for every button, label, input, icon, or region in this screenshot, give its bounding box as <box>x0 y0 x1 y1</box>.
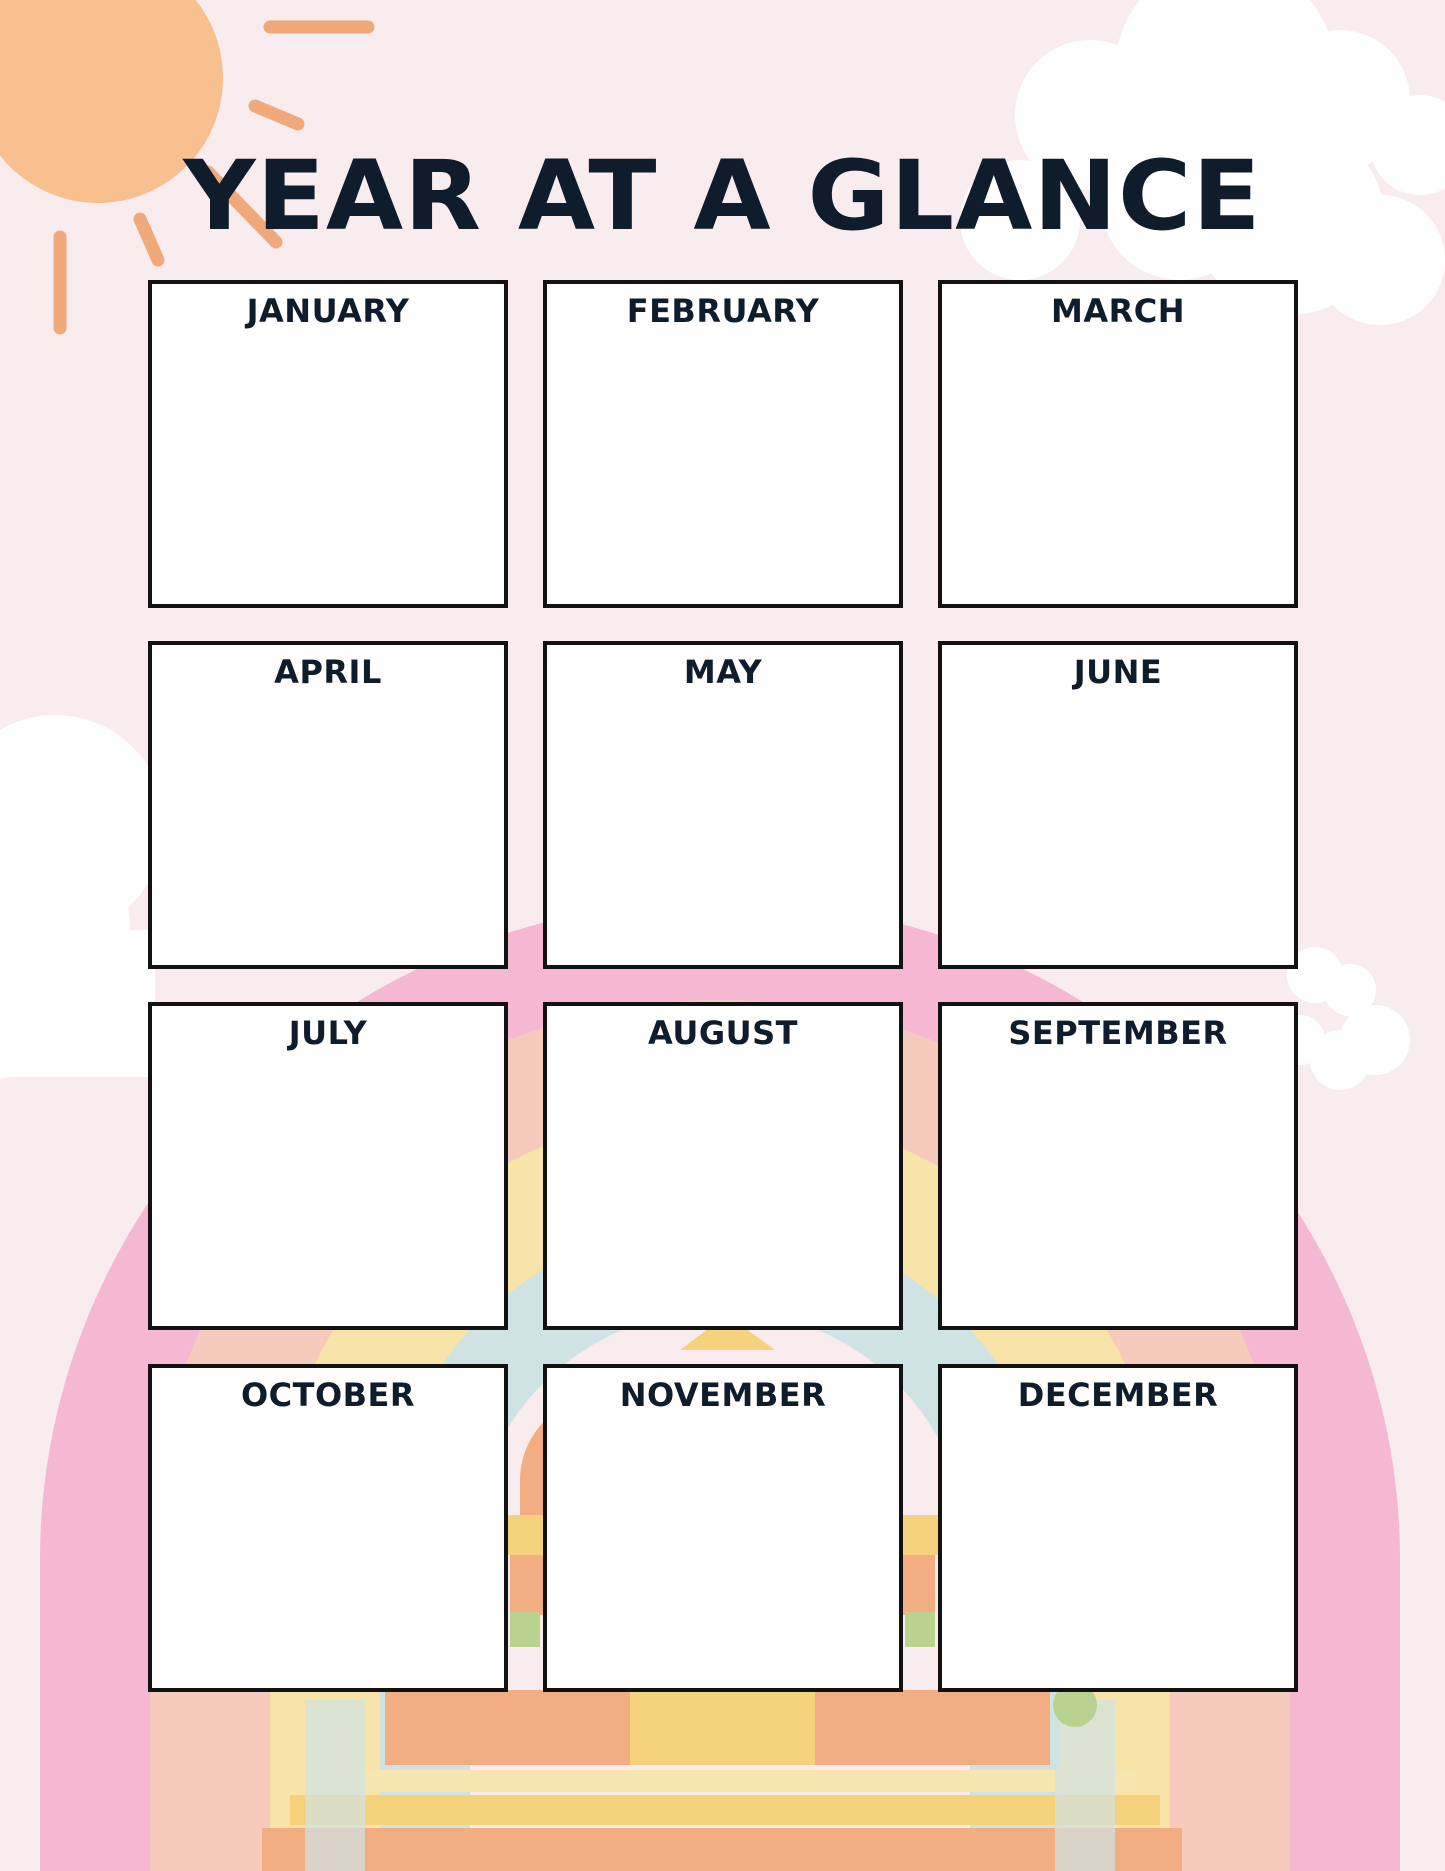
month-box-november[interactable] <box>543 1364 903 1692</box>
month-box-april[interactable] <box>148 641 508 969</box>
month-label: AUGUST <box>648 1014 798 1052</box>
month-box-january[interactable] <box>148 280 508 608</box>
month-label: FEBRUARY <box>626 292 820 330</box>
month-label: JANUARY <box>246 292 410 330</box>
month-box-may[interactable] <box>543 641 903 969</box>
month-box-december[interactable] <box>938 1364 1298 1692</box>
page-title-text: YEAR AT A GLANCE <box>183 140 1262 252</box>
month-label: JUNE <box>1073 653 1163 691</box>
month-box-september[interactable] <box>938 1002 1298 1330</box>
month-label: DECEMBER <box>1017 1376 1219 1414</box>
month-label: OCTOBER <box>240 1376 416 1414</box>
month-label: JULY <box>288 1014 368 1052</box>
month-label: MAY <box>683 653 763 691</box>
month-box-july[interactable] <box>148 1002 508 1330</box>
month-box-june[interactable] <box>938 641 1298 969</box>
month-label: SEPTEMBER <box>1008 1014 1228 1052</box>
month-label: APRIL <box>274 653 382 691</box>
month-box-august[interactable] <box>543 1002 903 1330</box>
month-label: MARCH <box>1050 292 1185 330</box>
month-label: NOVEMBER <box>619 1376 827 1414</box>
month-box-march[interactable] <box>938 280 1298 608</box>
month-box-october[interactable] <box>148 1364 508 1692</box>
page-title <box>0 140 1445 252</box>
month-box-february[interactable] <box>543 280 903 608</box>
